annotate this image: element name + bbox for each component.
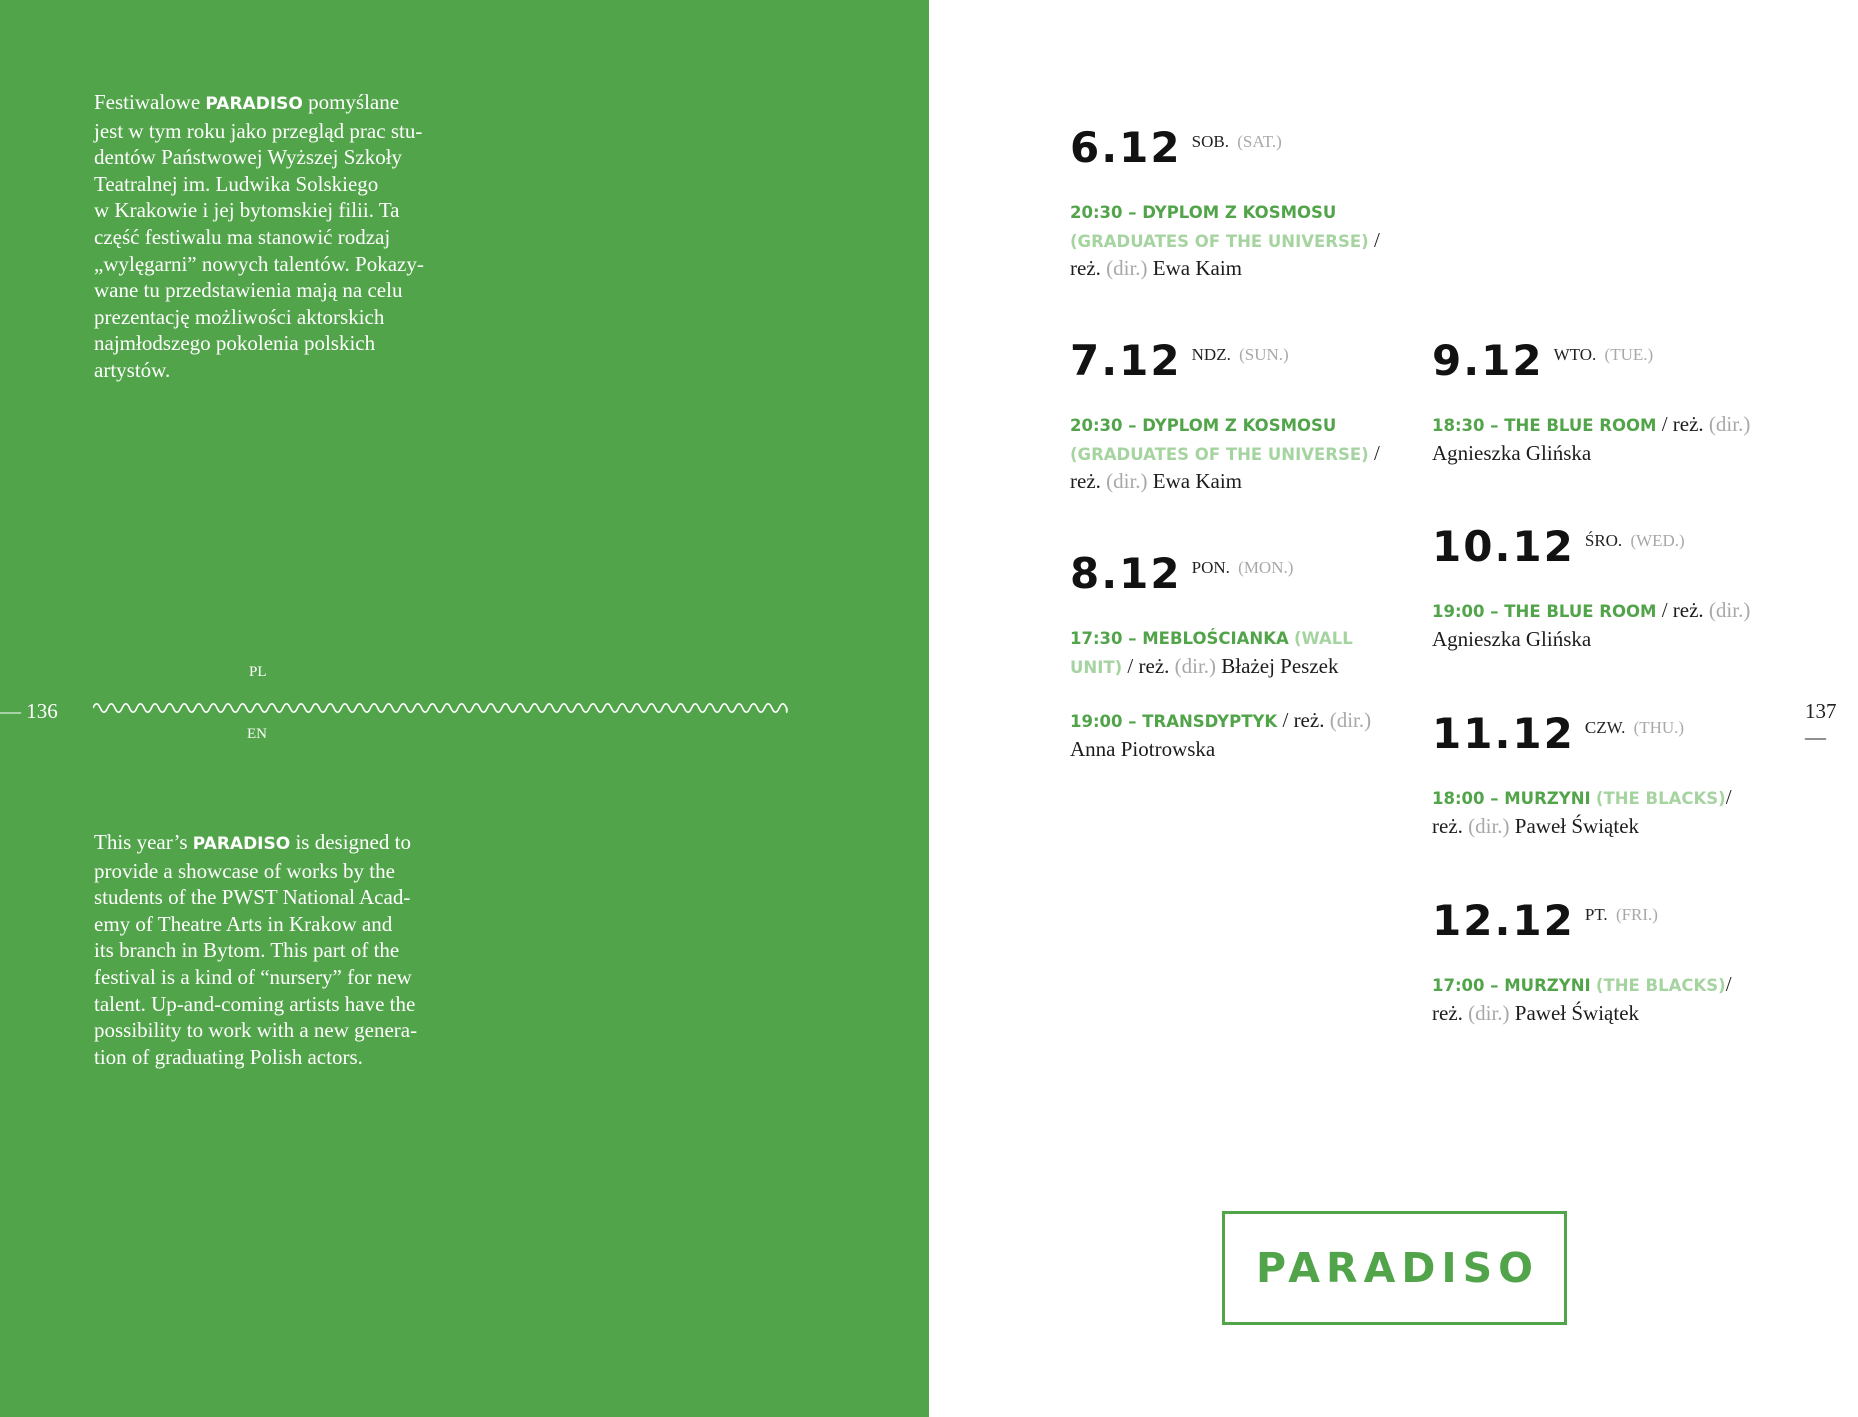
intro-pl-body: pomyślane jest w tym roku jako przegląd prac stu- dentów Państwowej Wyższej Szkoły Teatralnej im. Ludwika Solskiego w Krakowie i jej bytomskiej filii. Ta część festiwalu ma stanowić rodzaj „wylęgarni” nowych talentów. Pokazy- wane tu przedstawienia mają na celu prezentację możliwości aktorskich najmłodszego pokolenia polskich artystów. xyxy=(94,90,424,382)
director-role-en: (dir.) xyxy=(1106,469,1148,494)
performance-entry xyxy=(1432,784,1762,839)
director-role-en: (dir.) xyxy=(1708,412,1751,436)
lang-label-pl: PL xyxy=(249,664,267,680)
director-role-en: (dir.) xyxy=(1468,1000,1510,1025)
performance-entry xyxy=(1070,624,1405,681)
performance-title: 18:00 – MURZYNI xyxy=(1432,789,1591,808)
performance-title-en: (THE BLACKS) xyxy=(1595,789,1726,808)
performance-title: 18:30 – THE BLUE ROOM xyxy=(1432,416,1657,435)
page-number-left: — 136 xyxy=(0,699,58,723)
intro-text-en xyxy=(94,829,434,1070)
director-role-en: (dir.) xyxy=(1174,653,1217,678)
director-name: Agnieszka Glińska xyxy=(1432,440,1592,465)
director-role-pl: reż. xyxy=(1293,708,1325,733)
director-role-en: (dir.) xyxy=(1708,598,1751,622)
intro-pl-brand: PARADISO xyxy=(205,94,303,114)
performance-title-en: (GRADUATES OF THE UNIVERSE) xyxy=(1070,444,1369,464)
performance-entry xyxy=(1070,198,1405,282)
weekday-en: (FRI.) xyxy=(1615,905,1658,924)
director-role-pl: reż. xyxy=(1070,469,1101,494)
date-label: 6.12 xyxy=(1070,123,1182,172)
day-block xyxy=(1432,521,1762,652)
weekday-en: (SUN.) xyxy=(1239,345,1289,364)
date-line xyxy=(1070,548,1405,604)
wave-divider xyxy=(93,700,789,716)
performance-entry xyxy=(1432,411,1762,466)
separator: / xyxy=(1725,785,1732,809)
performance-entry xyxy=(1432,597,1762,652)
separator: / xyxy=(1368,440,1380,465)
performance-title-en: (THE BLACKS) xyxy=(1595,976,1726,995)
director-name: Agnieszka Glińska xyxy=(1432,626,1592,651)
day-block xyxy=(1070,122,1405,282)
separator: / xyxy=(1656,412,1668,436)
director-name: Anna Piotrowska xyxy=(1070,736,1216,761)
director-role-pl: reż. xyxy=(1672,598,1704,622)
separator: / xyxy=(1122,653,1134,678)
intro-en-body: is designed to provide a showcase of works by the students of the PWST National Acad- emy of Theatre Arts in Krakow and its branch in Bytom. This part of the festival is a kind of “nursery” for new talent. Up-and-coming artists have the possibility to work with a new genera- tion of graduating Polish actors. xyxy=(94,830,418,1069)
date-label: 12.12 xyxy=(1432,896,1575,945)
day-block xyxy=(1070,335,1405,495)
performance-entry xyxy=(1432,971,1762,1026)
date-label: 9.12 xyxy=(1432,336,1544,385)
director-role-pl: reż. xyxy=(1432,813,1463,838)
separator: / xyxy=(1277,708,1289,733)
weekday xyxy=(1192,132,1282,152)
intro-en-lead: This year’s xyxy=(94,830,193,854)
weekday-pl: PON. xyxy=(1191,558,1230,577)
weekday-en: (WED.) xyxy=(1630,531,1685,550)
day-block xyxy=(1432,895,1762,1026)
separator: / xyxy=(1368,227,1380,252)
performance-title: 20:30 – DYPLOM Z KOSMOSU xyxy=(1070,203,1337,222)
lang-label-en: EN xyxy=(247,726,267,742)
date-label: 7.12 xyxy=(1070,336,1182,385)
date-line xyxy=(1432,335,1762,391)
weekday xyxy=(1192,558,1294,578)
performance-title: 19:00 – THE BLUE ROOM xyxy=(1432,602,1657,621)
weekday-en: (TUE.) xyxy=(1604,345,1654,364)
date-line xyxy=(1070,335,1405,391)
director-role-en: (dir.) xyxy=(1329,708,1372,733)
date-line xyxy=(1432,521,1762,577)
date-line xyxy=(1432,895,1762,951)
weekday-en: (THU.) xyxy=(1633,718,1685,737)
separator: / xyxy=(1656,598,1668,622)
director-name: Paweł Świątek xyxy=(1514,1000,1640,1025)
day-block xyxy=(1432,708,1762,839)
paradiso-logo-text: PARADISO xyxy=(1256,1244,1539,1292)
weekday xyxy=(1585,531,1685,551)
weekday-en: (MON.) xyxy=(1238,558,1294,577)
date-line xyxy=(1070,122,1405,178)
weekday-pl: ŚRO. xyxy=(1584,531,1623,550)
director-name: Ewa Kaim xyxy=(1152,469,1243,494)
weekday-pl: WTO. xyxy=(1553,345,1597,364)
director-role-pl: reż. xyxy=(1672,412,1704,436)
director-name: Ewa Kaim xyxy=(1152,256,1243,281)
director-role-pl: reż. xyxy=(1070,256,1101,281)
director-role-en: (dir.) xyxy=(1468,813,1510,838)
weekday xyxy=(1554,345,1654,365)
intro-pl-lead: Festiwalowe xyxy=(94,90,206,114)
weekday-pl: NDZ. xyxy=(1191,345,1231,364)
weekday-pl: SOB. xyxy=(1191,132,1229,151)
day-block xyxy=(1070,548,1405,762)
weekday xyxy=(1585,905,1658,925)
weekday-en: (SAT.) xyxy=(1237,132,1282,151)
date-line xyxy=(1432,708,1762,764)
director-role-pl: reż. xyxy=(1432,1000,1463,1025)
performance-title: 17:00 – MURZYNI xyxy=(1432,976,1591,995)
performance-title: 17:30 – MEBLOŚCIANKA xyxy=(1070,629,1289,648)
weekday-pl: CZW. xyxy=(1584,718,1626,737)
weekday-pl: PT. xyxy=(1584,905,1608,924)
separator: / xyxy=(1725,972,1732,996)
intro-en-brand: PARADISO xyxy=(192,834,291,854)
performance-entry xyxy=(1070,411,1405,495)
weekday xyxy=(1585,718,1684,738)
performance-title: 19:00 – TRANSDYPTYK xyxy=(1070,712,1278,732)
performance-title-en: (GRADUATES OF THE UNIVERSE) xyxy=(1070,231,1369,251)
performance-title-en: (WALL UNIT) xyxy=(1070,629,1353,677)
intro-text-pl xyxy=(94,89,434,384)
director-role-pl: reż. xyxy=(1138,653,1170,678)
director-name: Błażej Peszek xyxy=(1221,653,1339,678)
date-label: 10.12 xyxy=(1432,522,1575,571)
weekday xyxy=(1192,345,1289,365)
paradiso-logo xyxy=(1222,1211,1567,1325)
director-role-en: (dir.) xyxy=(1106,256,1148,281)
performance-title: 20:30 – DYPLOM Z KOSMOSU xyxy=(1070,416,1337,435)
director-name: Paweł Świątek xyxy=(1514,813,1640,838)
day-block xyxy=(1432,335,1762,466)
date-label: 11.12 xyxy=(1432,709,1575,758)
date-label: 8.12 xyxy=(1070,549,1182,598)
performance-entry xyxy=(1070,707,1405,762)
page-number-right: 137 — xyxy=(1805,699,1837,749)
